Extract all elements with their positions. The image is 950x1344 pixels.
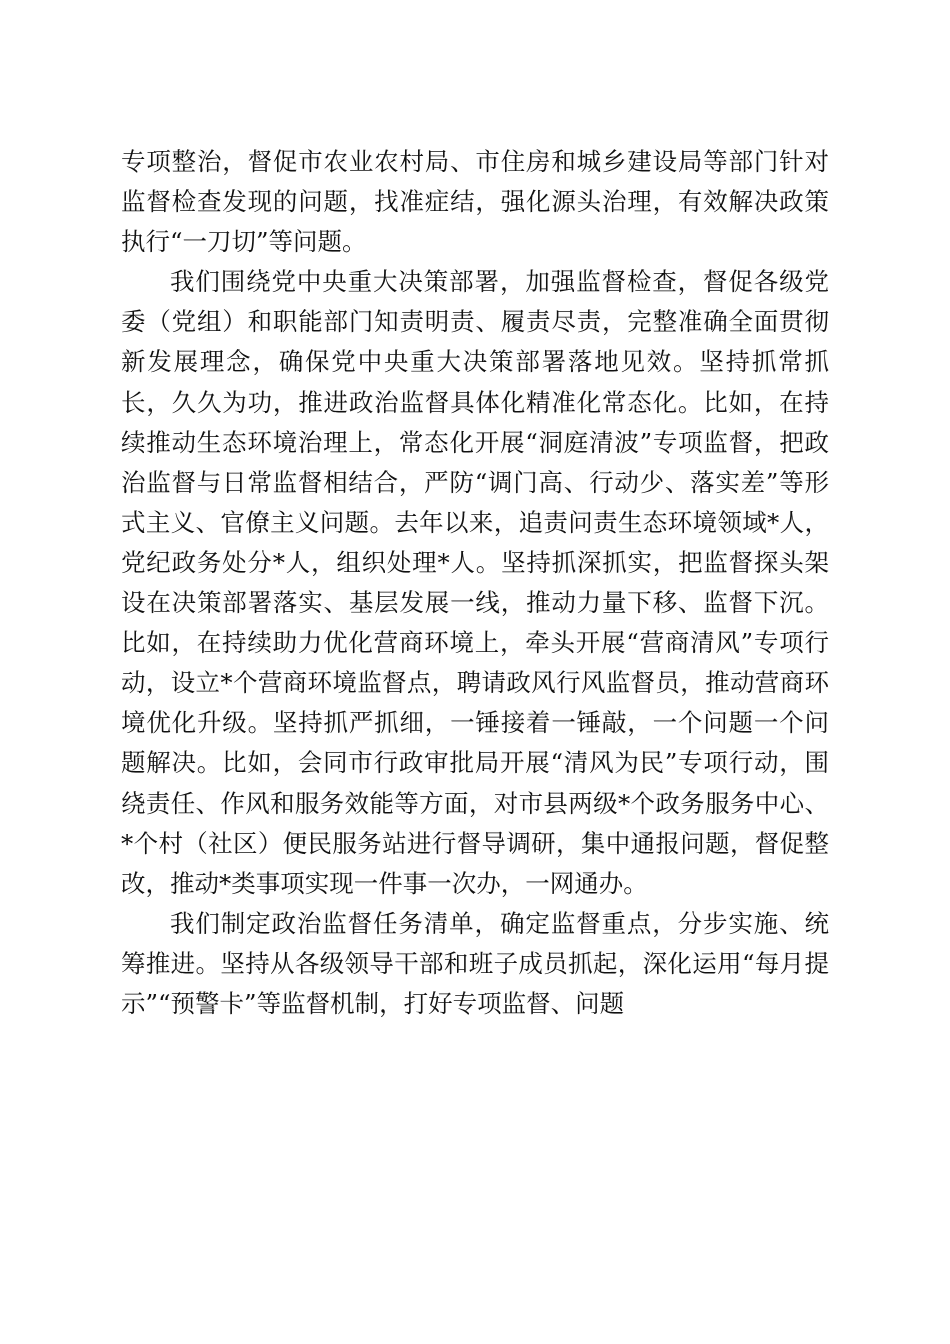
- paragraph-continued: 专项整治，督促市农业农村局、市住房和城乡建设局等部门针对监督检查发现的问题，找准症结，强化源头治理，有效解决政策执行“一刀切”等问题。: [121, 147, 829, 257]
- paragraph-task-list: 我们制定政治监督任务清单，确定监督重点，分步实施、统筹推进。坚持从各级领导干部和班子成员抓起，深化运用“每月提示”“预警卡”等监督机制，打好专项监督、问题: [121, 908, 829, 1018]
- paragraph-major-decisions: 我们围绕党中央重大决策部署，加强监督检查，督促各级党委（党组）和职能部门知责明责、履责尽责，完整准确全面贯彻新发展理念，确保党中央重大决策部署落地见效。坚持抓常抓长，久久为功，推进政治监督具体化精准化常态化。比如，在持续推动生态环境治理上，常态化开展“洞庭清波”专项监督，把政治监督与日常监督相结合，严防“调门高、行动少、落实差”等形式主义、官僚主义问题。去年以来，追责问责生态环境领域*人，党纪政务处分*人，组织处理*人。坚持抓深抓实，把监督探头架设在决策部署落实、基层发展一线，推动力量下移、监督下沉。比如，在持续助力优化营商环境上，牵头开展“营商清风”专项行动，设立*个营商环境监督点，聘请政风行风监督员，推动营商环境优化升级。坚持抓严抓细，一锤接着一锤敲，一个问题一个问题解决。比如，会同市行政审批局开展“清风为民”专项行动，围绕责任、作风和服务效能等方面，对市县两级*个政务服务中心、*个村（社区）便民服务站进行督导调研，集中通报问题，督促整改，推动*类事项实现一件事一次办，一网通办。: [121, 267, 829, 898]
- document-body: [121, 142, 829, 1024]
